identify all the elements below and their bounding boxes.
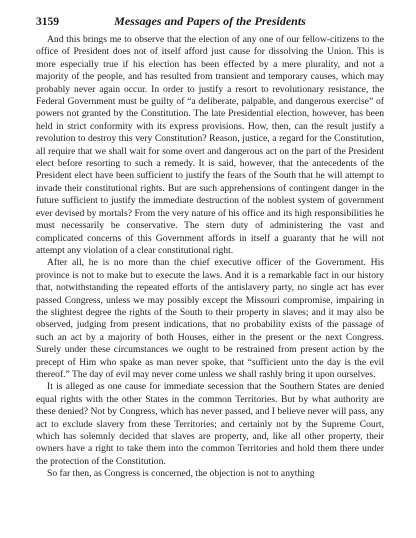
paragraph: After all, he is no more than the chief executive officer of the Government. His province is not to make but to execute the laws. And it is a remarkable fact in our history that, notwithstanding the repeated efforts of the antislavery party, no single act has ever passed Congress, unless we may possibly except the Missouri compromise, impairing in the slightest degree the rights of the South to their property in slaves; and it may also be observed, judging from present indications, that no probability exists of the passage of such an act by a majority of both Houses, either in the present or the next Congress. Surely under these circumstances we ought to be restrained from present action by the precept of Him who spake as man never spoke, that “sufficient unto the day is the evil thereof.” The day of evil may never come unless we shall rashly bring it upon ourselves. (36, 257, 384, 380)
paragraph: So far then, as Congress is concerned, the objection is not to anything (47, 468, 315, 480)
document-page (36, 12, 384, 481)
body-text (36, 34, 384, 481)
paragraph: It is alleged as one cause for immediate secession that the Southern States are denied equal rights with the other States in the common Territories. But by what authority are these denied? Not by Congress, which has never passed, and I believe never will pass, any act to exclude slavery from these Territories; and certainly not by the Supreme Court, which has solemnly decided that slaves are property, and, like all other property, their owners have a right to take them into the common Territories and hold them there under the protection of the Constitution. (36, 381, 384, 467)
paragraph: And this brings me to observe that the election of any one of our fellow-citizens to the office of President does not of itself afford just cause for dissolving the Union. This is more especially true if his election has been effected by a mere plurality, and not a majority of the people, and has resulted from transient and temporary causes, which may probably never again occur. In order to justify a resort to revolutionary resistance, the Federal Government must be guilty of “a deliberate, palpable, and dangerous exercise” of powers not granted by the Constitution. The late Presidential election, however, has been held in strict conformity with its express provisions. How, then, can the result justify a revolution to destroy this very Constitution? Reason, justice, a regard for the Constitution, all require that we shall wait for some overt and dangerous act on the part of the President elect before resorting to such a remedy. It is said, however, that the antecedents of the President elect have been sufficient to justify the fears of the South that he will attempt to invade their constitutional rights. But are such apprehensions of contingent danger in the future sufficient to justify the immediate destruction of the noblest system of government ever devised by mortals? From the very nature of his office and its high responsibilities he must necessarily be conservative. The stern duty of administering the vast and complicated concerns of this Government affords in itself a guaranty that he will not attempt any violation of a clear constitutional right. (36, 34, 384, 256)
running-title: Messages and Papers of the Presidents (114, 14, 306, 28)
page-number: 3159 (36, 16, 59, 28)
page-header (36, 12, 384, 34)
